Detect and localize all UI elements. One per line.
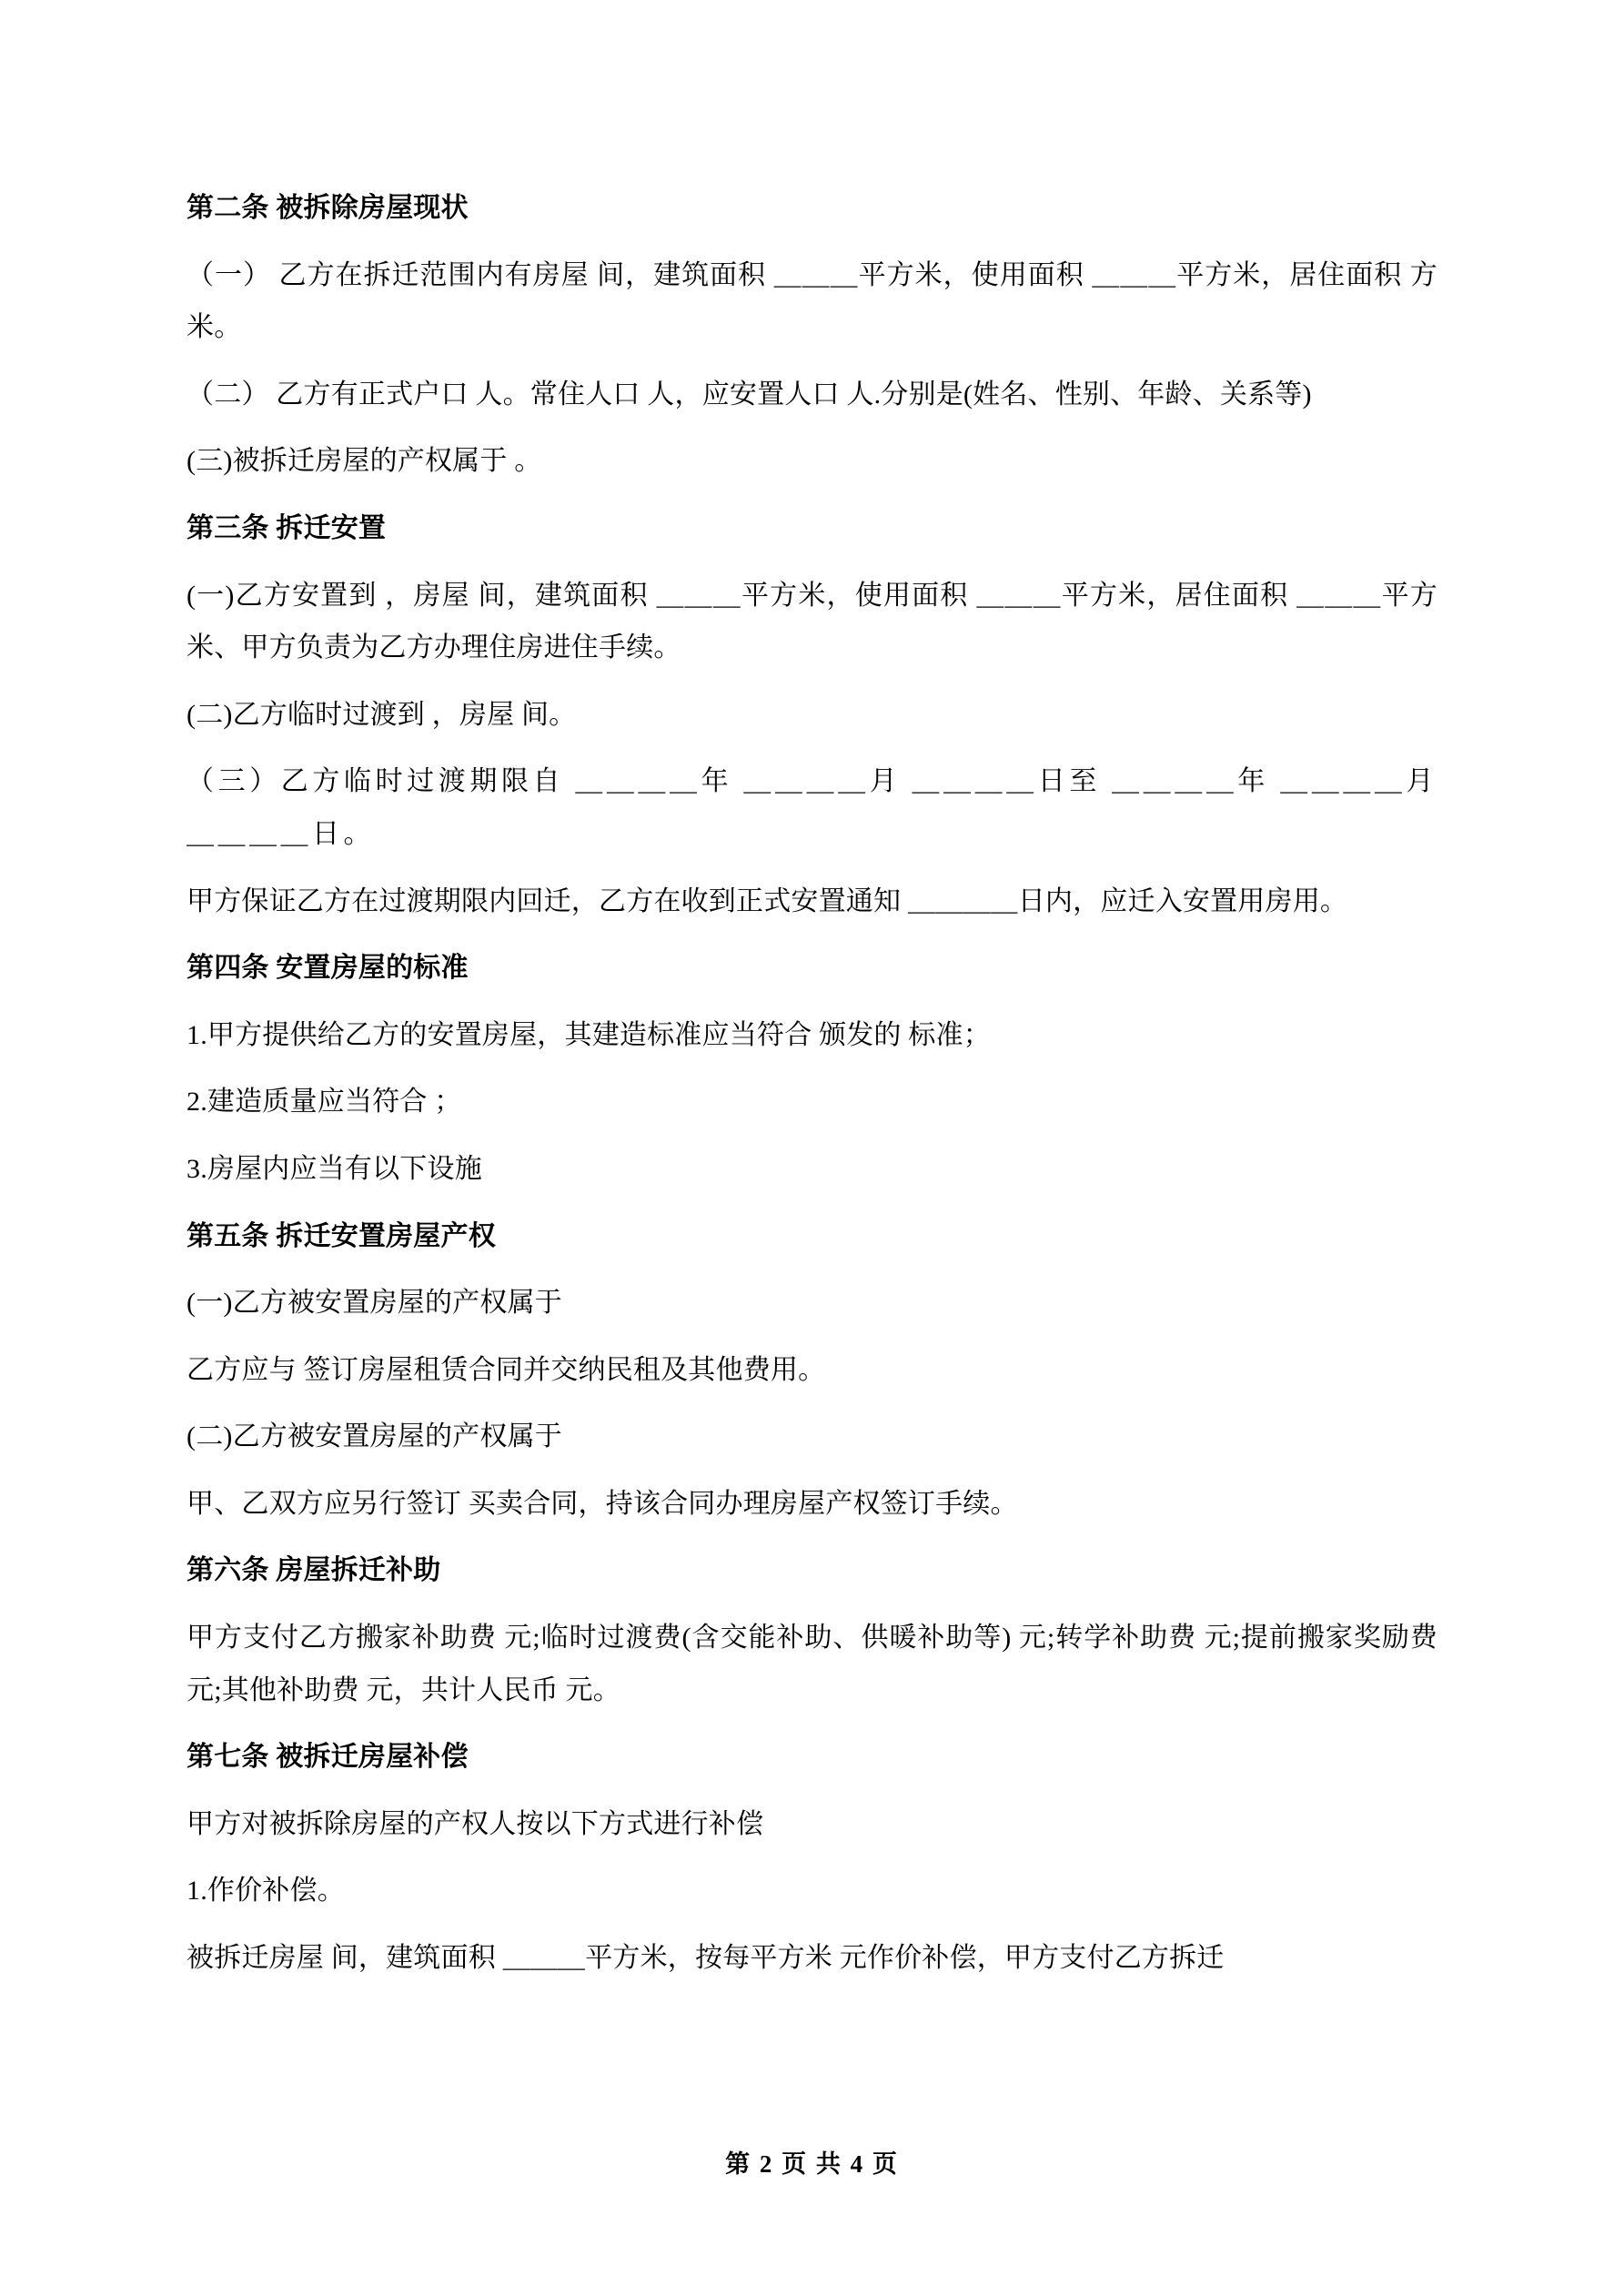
clause-5-item-2-note: 甲、乙双方应另行签订 买卖合同，持该合同办理房屋产权签订手续。	[187, 1488, 1018, 1519]
clause-3-item-3: （三）乙方临时过渡期限自 ＿＿＿＿年 ＿＿＿＿月 ＿＿＿＿日至 ＿＿＿＿年 ＿＿＿＿月 ＿＿＿＿日。	[187, 766, 1437, 849]
clause-7-title: 第七条 被拆迁房屋补偿	[187, 1742, 469, 1773]
clause-7-item-1: 1.作价补偿。	[187, 1876, 345, 1907]
clause-3-item-1: (一)乙方安置到 ，房屋 间，建筑面积 ＿＿＿平方米，使用面积 ＿＿＿平方米，居住面积 ＿＿＿平方米、甲方负责为乙方办理住房进住手续。	[187, 580, 1437, 663]
clause-6-body: 甲方支付乙方搬家补助费 元;临时过渡费(含交能补助、供暖补助等) 元;转学补助费 元;提前搬家奖励费 元;其他补助费 元，共计人民币 元。	[187, 1623, 1437, 1705]
clause-2-item-3: (三)被拆迁房屋的产权属于 。	[187, 446, 542, 477]
clause-3-item-2: (二)乙方临时过渡到 ，房屋 间。	[187, 699, 577, 730]
clause-5-item-1-note: 乙方应与 签订房屋租赁合同并交纳民租及其他费用。	[187, 1354, 826, 1385]
clause-5-item-1: (一)乙方被安置房屋的产权属于	[187, 1288, 562, 1319]
clause-2-item-2: （二） 乙方有正式户口 人。常住人口 人，应安置人口 人.分别是(姓名、性别、年龄、关系等)	[187, 379, 1312, 410]
clause-5-title: 第五条 拆迁安置房屋产权	[187, 1220, 496, 1251]
clause-7-item-1-body: 被拆迁房屋 间，建筑面积 ＿＿＿平方米，按每平方米 元作价补偿，甲方支付乙方拆迁	[187, 1943, 1225, 1974]
clause-4-item-1: 1.甲方提供给乙方的安置房屋，其建造标准应当符合 颁发的 标准；	[187, 1019, 991, 1050]
clause-4-title: 第四条 安置房屋的标准	[187, 953, 469, 984]
clause-7-body: 甲方对被拆除房屋的产权人按以下方式进行补偿	[187, 1808, 764, 1839]
clause-3-guarantee: 甲方保证乙方在过渡期限内回迁，乙方在收到正式安置通知 ＿＿＿＿日内，应迁入安置用房用。	[187, 885, 1348, 916]
clause-4-item-2: 2.建造质量应当符合 ；	[187, 1087, 462, 1118]
clause-2-title: 第二条 被拆除房屋现状	[187, 193, 469, 223]
clause-2-item-1: （一） 乙方在拆迁范围内有房屋 间，建筑面积 ＿＿＿平方米，使用面积 ＿＿＿平方米，居住面积 方米。	[187, 259, 1437, 343]
page-footer: 第 2 页 共 4 页	[725, 2150, 899, 2178]
document-body	[187, 182, 1437, 1985]
clause-6-title: 第六条 房屋拆迁补助	[187, 1555, 441, 1586]
clause-5-item-2: (二)乙方被安置房屋的产权属于	[187, 1421, 562, 1452]
clause-3-title: 第三条 拆迁安置	[187, 512, 387, 543]
clause-4-item-3: 3.房屋内应当有以下设施	[187, 1153, 482, 1184]
